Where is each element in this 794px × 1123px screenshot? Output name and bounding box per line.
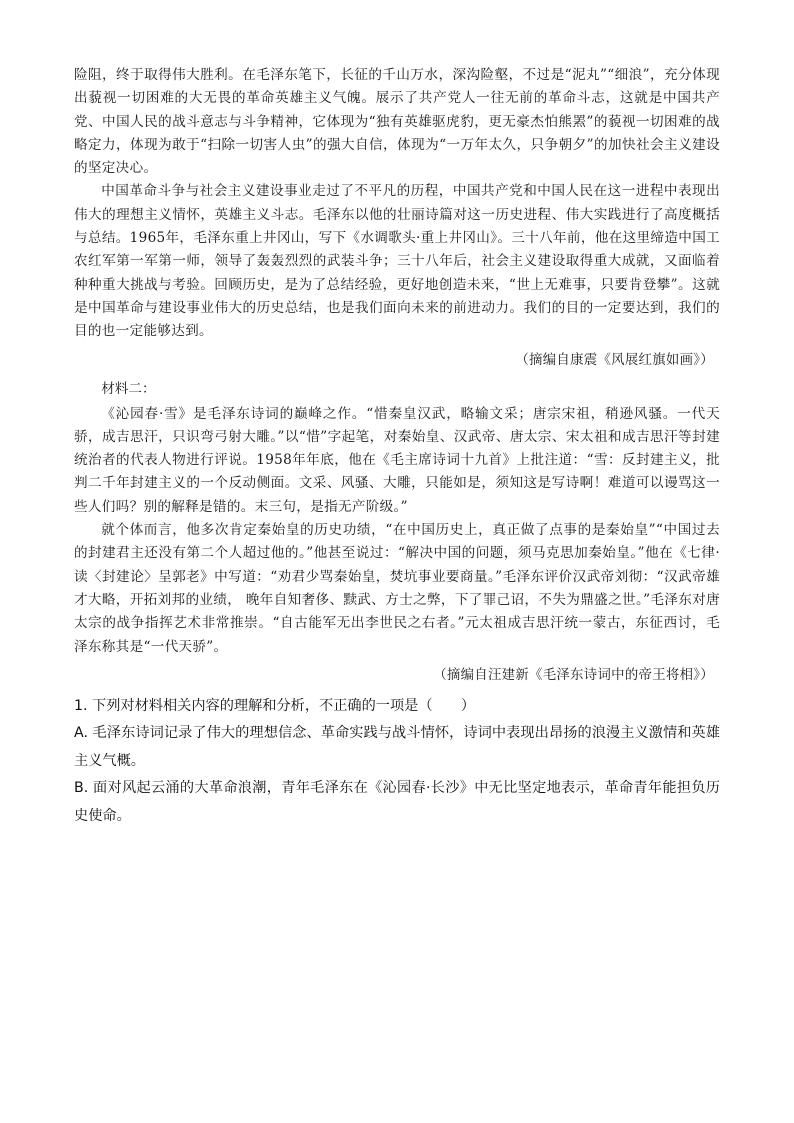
question-1-option-b: B. 面对风起云涌的大革命浪潮，青年毛泽东在《沁园春·长沙》中无比坚定地表示，革命青年能担负历史使命。 [74, 780, 720, 824]
question-1-option-a: A. 毛泽东诗词记录了伟大的理想信念、革命实践与战斗情怀，诗词中表现出昂扬的浪漫主义激情和英雄主义气概。 [74, 725, 720, 769]
material2-paragraph-2: 就个体而言，他多次肯定秦始皇的历史功绩，“在中国历史上，真正做了点事的是秦始皇”“中国过去的封建君主还没有第二个人超过他的。”他甚至说过：“解决中国的问题，须马克思加秦始皇。”他在《七律·读〈封建论〉呈郭老》中写道：“劝君少骂秦始皇，焚坑事业要商量。”毛泽东评价汉武帝刘彻：“汉武帝雄才大略，开拓刘邦的业绩， 晚年自知奢侈、黩武、方士之弊，下了罪己诏，不失为鼎盛之世。”毛泽东对唐太宗的战争指挥艺术非常推崇。“自古能军无出李世民之右者。”元太祖成吉思汗统一蒙古，东征西讨，毛泽东称其是“一代天骄”。 [74, 522, 720, 655]
material1-paragraph-1: 险阻，终于取得伟大胜利。在毛泽东笔下，长征的千山万水，深沟险壑，不过是“泥丸”“细浪”，充分体现出藐视一切困难的大无畏的革命英雄主义气魄。展示了共产党人一往无前的革命斗志，这就是中国共产党、中国人民的战斗意志与斗争精神，它体现为“独有英雄驱虎豹，更无豪杰怕熊罴”的藐视一切困难的战略定力，体现为敢于“扫除一切害人虫”的强大自信，体现为“一万年太久，只争朝夕”的加快社会主义建设的坚定决心。 [74, 67, 720, 177]
material1-source: （摘编自康震《风展红旗如画》） [515, 352, 714, 368]
question-1-title: 1. 下列对材料相关内容的理解和分析，不正确的一项是（ ） [74, 697, 476, 714]
material1-paragraph-2: 中国革命斗争与社会主义建设事业走过了不平凡的历程，中国共产党和中国人民在这一进程中表现出伟大的理想主义情怀，英雄主义斗志。毛泽东以他的壮丽诗篇对这一历史进程、伟大实践进行了高度概括与总结。1965年，毛泽东重上井冈山，写下《水调歌头·重上井冈山》。三十八年前，他在这里缔造中国工农红军第一军第一师，领导了轰轰烈烈的武装斗争；三十八年后，社会主义建设取得重大成就，又面临着种种重大挑战与考验。回顾历史，是为了总结经验，更好地创造未来，“世上无难事，只要肯登攀”。这就是中国革命与建设事业伟大的历史总结，也是我们面向未来的前进动力。我们的目的一定要达到，我们的目的也一定能够达到。 [74, 183, 720, 340]
material2-paragraph-1: 《沁园春·雪》是毛泽东诗词的巅峰之作。“惜秦皇汉武，略输文采；唐宗宋祖，稍逊风骚。一代天骄，成吉思汗，只识弯弓射大雕。”以“惜”字起笔，对秦始皇、汉武帝、唐太宗、宋太祖和成吉思汗等封建统治者的代表人物进行评说。1958年年底，他在《毛主席诗词十九首》上批注道：“雪：反封建主义，批判二千年封建主义的一个反动侧面。文采、风骚、大雕，只能如是，须知这是写诗啊！难道可以谩骂这一些人们吗？别的解释是错的。末三句，是指无产阶级。” [74, 405, 720, 515]
material2-heading: 材料二： [101, 380, 156, 397]
material2-source: （摘编自汪建新《毛泽东诗词中的帝王将相》） [433, 667, 714, 683]
document-page [74, 64, 720, 830]
